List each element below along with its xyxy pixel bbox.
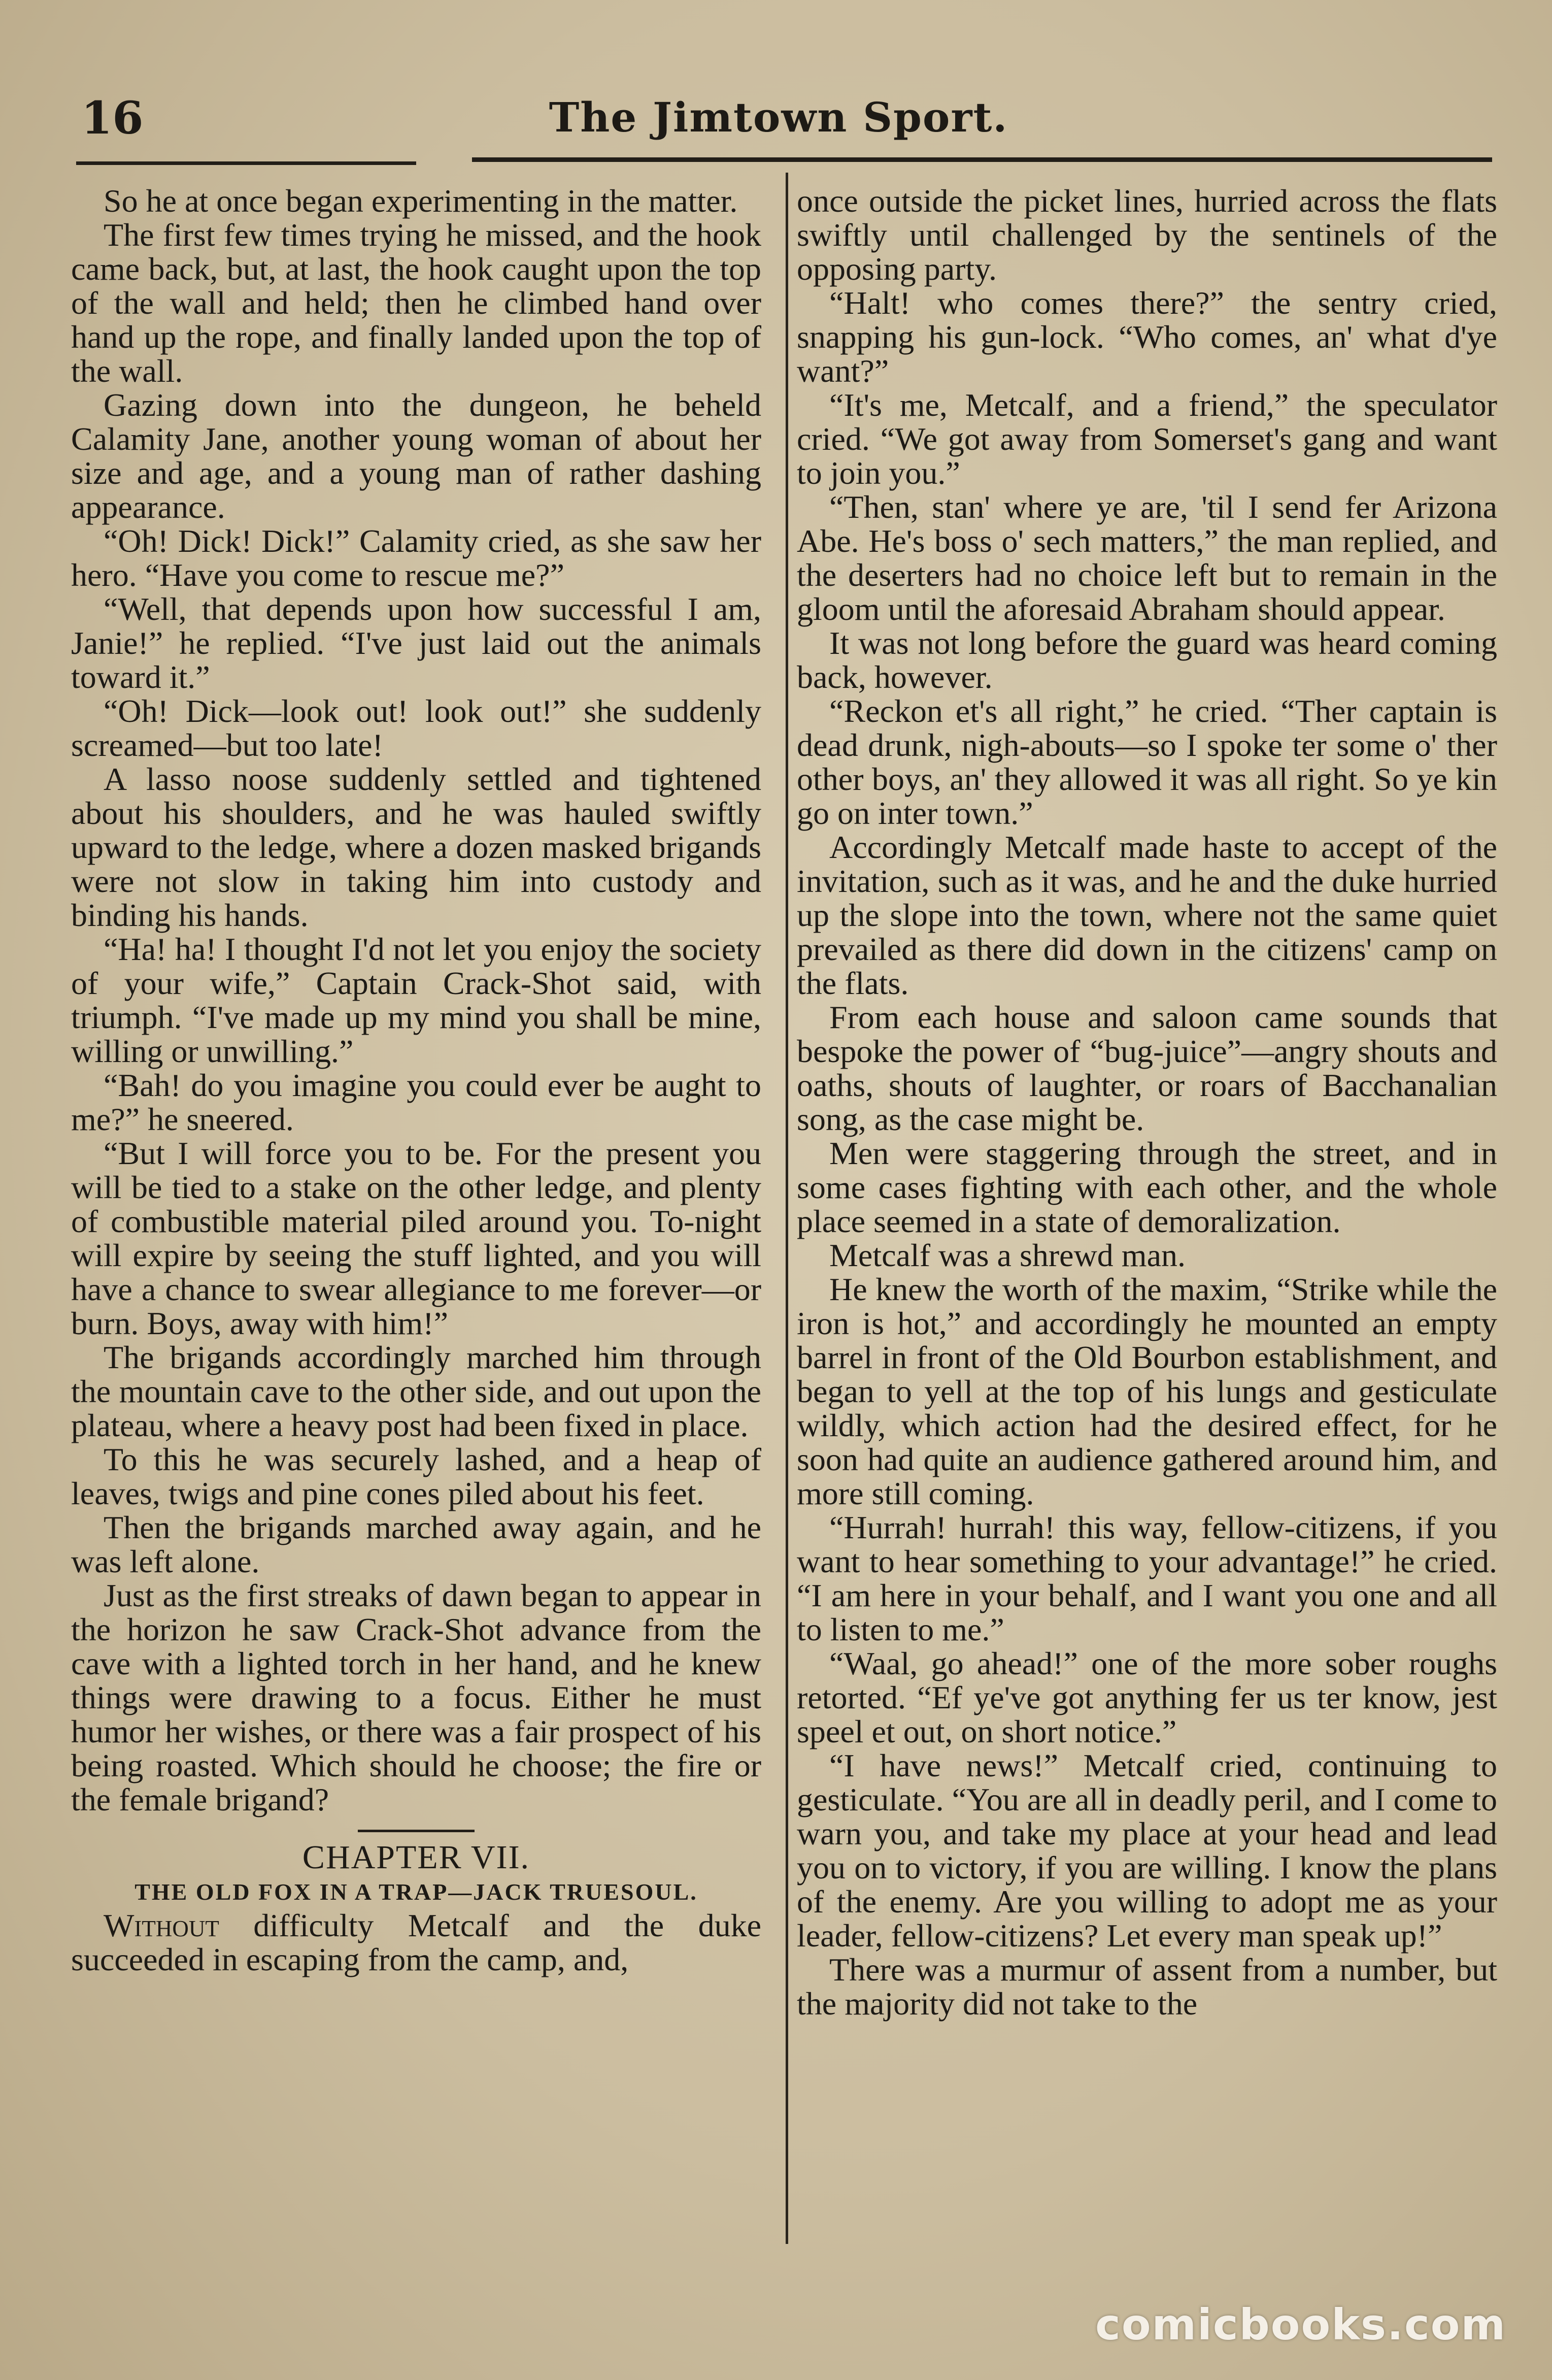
paragraph: Gazing down into the dungeon, he beheld Calamity Jane, another young woman of about her size and age, and a young man of rather dashing appearance. <box>71 387 761 525</box>
paragraph: “Waal, go ahead!” one of the more sober roughs retorted. “Ef ye've got anything fer us ter know, jest speel et out, on short notice.” <box>797 1645 1497 1749</box>
paragraph: “Hurrah! hurrah! this way, fellow-citizens, if you want to hear something to your advantage!” he cried. “I am here in your behalf, and I want you one and all to listen to me.” <box>797 1509 1497 1647</box>
chapter-rule <box>358 1830 475 1832</box>
paragraph: From each house and saloon came sounds that bespoke the power of “bug-juice”—angry shouts and oaths, shouts of laughter, or roars of Bacchanalian song, as the case might be. <box>797 999 1497 1137</box>
paragraph: “Bah! do you imagine you could ever be aught to me?” he sneered. <box>71 1067 761 1137</box>
paragraph: To this he was securely lashed, and a heap of leaves, twigs and pine cones piled about his feet. <box>71 1441 761 1511</box>
paragraph: “I have news!” Metcalf cried, continuing to gesticulate. “You are all in deadly peril, and I come to warn you, and take my place at your head and lead you on to victory, if you are willing. I know the plans of the enemy. Are you willing to adopt me as your leader, fellow-citizens? Let every man speak up!” <box>797 1747 1497 1954</box>
chapter-opening-paragraph <box>71 1908 761 1976</box>
paragraph: The first few times trying he missed, and the hook came back, but, at last, the hook caught upon the top of the wall and held; then he climbed hand over hand up the rope, and finally landed upon the top of the wall. <box>71 217 761 389</box>
paragraph: A lasso noose suddenly settled and tightened about his shoulders, and he was hauled swiftly upward to the ledge, where a dozen masked brigands were not slow in taking him into custody and binding his hands. <box>71 761 761 933</box>
page-header <box>61 86 1496 157</box>
paragraph: “It's me, Metcalf, and a friend,” the speculator cried. “We got away from Somerset's gang and want to join you.” <box>797 387 1497 491</box>
paragraph: It was not long before the guard was heard coming back, however. <box>797 625 1497 695</box>
paragraph: “Oh! Dick! Dick!” Calamity cried, as she saw her hero. “Have you come to rescue me?” <box>71 523 761 593</box>
header-rule-right <box>472 157 1492 162</box>
paragraph: He knew the worth of the maxim, “Strike while the iron is hot,” and accordingly he mounted an empty barrel in front of the Old Bourbon establishment, and began to yell at the top of his lungs and gesticulate wildly, which action had the desired effect, for he soon had quite an audience gathered around him, and more still coming. <box>797 1271 1497 1511</box>
paragraph: Then the brigands marched away again, and he was left alone. <box>71 1509 761 1579</box>
running-title: The Jimtown Sport. <box>549 93 1008 141</box>
watermark: comicbooks.com <box>1095 2300 1506 2350</box>
paragraph: once outside the picket lines, hurried across the flats swiftly until challenged by the sentinels of the opposing party. <box>797 184 1497 287</box>
chapter-heading: CHAPTER VII. <box>302 1839 530 1876</box>
right-column <box>797 184 1497 2331</box>
paragraph: There was a murmur of assent from a number, but the majority did not take to the <box>797 1952 1497 2022</box>
paragraph: “Halt! who comes there?” the sentry cried, snapping his gun-lock. “Who comes, an' what d'ye want?” <box>797 285 1497 389</box>
paragraph: Accordingly Metcalf made haste to accept of the invitation, such as it was, and he and the duke hurried up the slope into the town, where not the same quiet prevailed as there did down in the citizens' camp on the flats. <box>797 829 1497 1001</box>
paragraph: “Oh! Dick—look out! look out!” she suddenly screamed—but too late! <box>71 693 761 763</box>
drop-word: Without <box>104 1907 219 1943</box>
paragraph: Men were staggering through the street, and in some cases fighting with each other, and the whole place seemed in a state of demoralization. <box>797 1135 1497 1239</box>
chapter-subtitle: THE OLD FOX IN A TRAP—JACK TRUESOUL. <box>134 1879 698 1905</box>
left-column <box>71 184 761 2331</box>
paragraph: Metcalf was a shrewd man. <box>829 1237 1186 1273</box>
column-divider <box>786 173 788 2244</box>
paragraph: “Well, that depends upon how successful I am, Janie!” he replied. “I've just laid out the animals toward it.” <box>71 591 761 695</box>
paragraph: “Then, stan' where ye are, 'til I send fer Arizona Abe. He's boss o' sech matters,” the man replied, and the deserters had no choice left but to remain in the gloom until the aforesaid Abraham should appear. <box>797 489 1497 627</box>
paragraph: So he at once began experimenting in the matter. <box>104 184 738 219</box>
header-rule-left <box>76 161 416 165</box>
paragraph: “Reckon et's all right,” he cried. “Ther captain is dead drunk, nigh-abouts—so I spoke ter some o' ther other boys, an' they allowed it was all right. So ye kin go on inter town.” <box>797 693 1497 831</box>
paragraph: “Ha! ha! I thought I'd not let you enjoy the society of your wife,” Captain Crack-Shot said, with triumph. “I've made up my mind you shall be mine, willing or unwilling.” <box>71 931 761 1069</box>
page-number: 16 <box>81 91 144 144</box>
paragraph: The brigands accordingly marched him through the mountain cave to the other side, and out upon the plateau, where a heavy post had been fixed in place. <box>71 1339 761 1443</box>
paragraph: Just as the first streaks of dawn began to appear in the horizon he saw Crack-Shot advance from the cave with a lighted torch in her hand, and he knew things were drawing to a focus. Either he must humor her wishes, or there was a fair prospect of his being roasted. Which should he choose; the fire or the female brigand? <box>71 1577 761 1817</box>
paragraph: “But I will force you to be. For the present you will be tied to a stake on the other ledge, and plenty of combustible material piled around you. To-night will expire by seeing the stuff lighted, and you will have a chance to swear allegiance to me forever—or burn. Boys, away with him!” <box>71 1135 761 1341</box>
opening-text: difficulty Metcalf and the duke succeeded in escaping from the camp, and, <box>71 1907 761 1977</box>
